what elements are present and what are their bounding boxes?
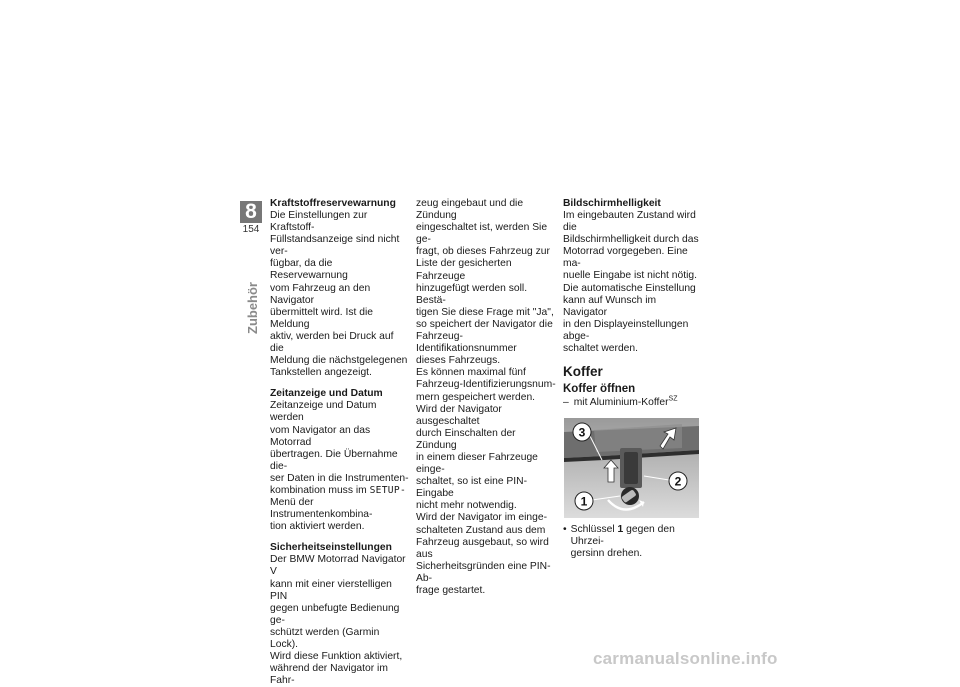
chapter-number: 8 <box>245 200 257 223</box>
page-number: 154 <box>240 223 262 236</box>
text-segment: Menü der Instrumentenkombina- tion aktiviert werden. <box>270 497 373 533</box>
text-segment: Schlüssel <box>570 524 618 536</box>
heading-zeitanzeige: Zeitanzeige und Datum <box>270 388 383 400</box>
chapter-badge <box>240 201 262 236</box>
callout-3: 3 <box>578 425 586 440</box>
chapter-title: Zubehör <box>245 282 260 334</box>
paragraph-zeitanzeige <box>270 400 410 533</box>
callout-1: 1 <box>580 494 588 509</box>
lock-body <box>624 452 638 484</box>
step-reference-number: 1 <box>617 524 624 536</box>
paragraph-sicherheit: Der BMW Motorrad Navigator V kann mit einer vierstelligen PIN gegen unbefugte Bedienung ge- schützt werden (Garmin Lock). Wird diese Funktion aktiviert, während der Navigator im Fahr- <box>270 554 406 687</box>
illustration-svg <box>564 418 699 518</box>
option-superscript: SZ <box>668 395 678 403</box>
text-segment: gegen den Uhrzei- gersinn drehen. <box>570 524 675 560</box>
text-column-1 <box>270 198 410 687</box>
heading-sicherheit: Sicherheitseinstellungen <box>270 542 392 554</box>
bullet-marker: • <box>563 524 567 536</box>
instruction-text <box>571 524 703 560</box>
text-column-3 <box>563 198 703 561</box>
callout-2: 2 <box>674 474 682 489</box>
heading-kraftstoffreservewarnung: Kraftstoffreservewarnung <box>270 198 396 209</box>
watermark: carmanualsonline.info <box>593 649 778 668</box>
text-column-2 <box>416 198 556 597</box>
paragraph-garmin-lock: zeug eingebaut und die Zündung eingeschaltet ist, werden Sie ge- fragt, ob dieses Fahrzeug zur Liste der gesicherten Fahrzeuge hinzugefügt werden soll. Bestä- tigen Sie diese Frage mit "Ja", so speichert der Navigator die Fahrzeug-Identifikationsnummer dieses Fahrzeugs. Es können maximal fünf Fahrzeug-Identifizierungsnum- mern gespeichert werden. Wird der Navigator ausgeschaltet durch Einschalten der Zündung in einem dieser Fahrzeuge einge- schaltet, so ist eine PIN-Eingabe nicht mehr notwendig. Wird der Navigator im einge- schalteten Zustand aus dem Fahrzeug ausgebaut, so wird aus Sicherheitsgründen eine PIN-Ab- frage gestartet. <box>416 198 556 596</box>
heading-koffer: Koffer <box>563 364 603 380</box>
koffer-lock-illustration <box>564 418 699 518</box>
option-label: mit Aluminium-Koffer <box>573 397 669 409</box>
heading-bildschirmhelligkeit: Bildschirmhelligkeit <box>563 198 661 209</box>
instruction-step <box>563 524 703 560</box>
text-segment: Zeitanzeige und Datum werden vom Navigator an das Motorrad übertragen. Die Übernahme die- ser Daten in die Instrumenten- kombination muss im <box>270 400 409 496</box>
setup-menu-label: SETUP- <box>369 484 407 496</box>
option-text <box>574 397 678 409</box>
heading-koffer-oeffnen: Koffer öffnen <box>563 383 636 396</box>
paragraph-kraftstoff: Die Einstellungen zur Kraftstoff- Füllstandsanzeige sind nicht ver- fügbar, da die Reservewarnung vom Fahrzeug an den Navigator übermittelt wird. Ist die Meldung aktiv, werden bei Druck auf die Meldung die nächstgelegenen Tankstellen angezeigt. <box>270 210 408 379</box>
paragraph-helligkeit: Im eingebauten Zustand wird die Bildschirmhelligkeit durch das Motorrad vorgegeben. Eine ma- nuelle Eingabe ist nicht nötig. Die automatische Einstellung kann auf Wunsch im Navigator in den Displayeinstellungen abge- schaltet werden. <box>563 210 699 355</box>
option-line <box>563 397 703 409</box>
dash-marker: – <box>563 397 569 409</box>
